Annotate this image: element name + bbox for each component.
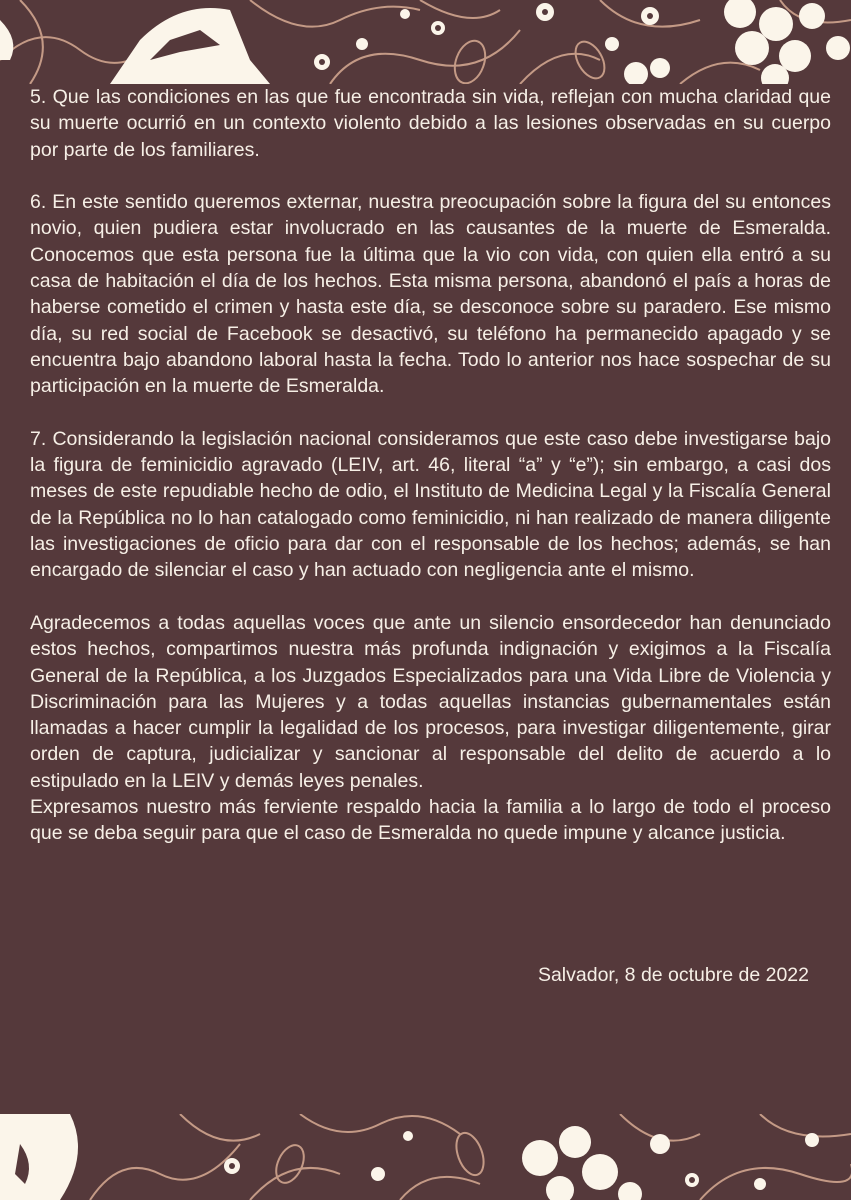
- botanical-border-bottom: [0, 1114, 851, 1200]
- paragraph-point-7: 7. Considerando la legislación nacional consideramos que este caso debe investigarse bajo la figura de feminicidio agravado (LEIV, art. 46, literal “a” y “e”); sin embargo, a casi dos meses de este repudiable hecho de odio, el Instituto de Medicina Legal y la Fiscalía General de la República no lo han catalogado como feminicidio, ni han realizado de manera diligente las investigaciones de oficio para dar con el responsable de los hechos; además, se han encargado de silenciar el caso y han actuado con negligencia ante el mismo.: [30, 427, 831, 582]
- paragraph-point-6: 6. En este sentido queremos externar, nuestra preocupación sobre la figura del su entonces novio, quien pudiera estar involucrado en las causantes de la muerte de Esmeralda. Conocemos que esta persona fue la última que la vio con vida, con quien ella entró a su casa de habitación el día de los hechos. Esta misma persona, abandonó el país a horas de haberse cometido el crimen y hasta este día, se desconoce sobre su paradero. Ese mismo día, su red social de Facebook se desactivó, su teléfono ha permanecido apagado y se encuentra bajo abandono laboral hasta la fecha. Todo lo anterior nos hace sospechar de su participación en la muerte de Esmeralda.: [30, 191, 831, 398]
- botanical-ornament-top: [0, 0, 851, 84]
- paragraph-acknowledgement: Agradecemos a todas aquellas voces que ante un silencio ensordecedor han denunciado estos hechos, compartimos nuestra más profunda indignación y exigimos a la Fiscalía General de la República, a los Juzgados Especializados para una Vida Libre de Violencia y Discriminación para las Mujeres y a todas aquellas instancias gubernamentales están llamadas a hacer cumplir la legalidad de los procesos, para investigar diligentemente, girar orden de captura, judicializar y sancionar al responsable del delito de acuerdo a lo estipulado en la LEIV y demás leyes penales.: [30, 611, 831, 792]
- paragraph-support: Expresamos nuestro más ferviente respaldo hacia la familia a lo largo de todo el proceso que se deba seguir para que el caso de Esmeralda no quede impune y alcance justicia.: [30, 796, 831, 845]
- botanical-border-top: [0, 0, 851, 84]
- paragraph-point-5: 5. Que las condiciones en las que fue encontrada sin vida, reflejan con mucha claridad que su muerte ocurrió en un contexto violento debido a las lesiones observadas en su cuerpo por parte de los familiares.: [30, 86, 831, 161]
- place-and-date: Salvador, 8 de octubre de 2022: [537, 964, 809, 986]
- botanical-ornament-bottom: [0, 1114, 851, 1200]
- letter-body: [30, 84, 831, 873]
